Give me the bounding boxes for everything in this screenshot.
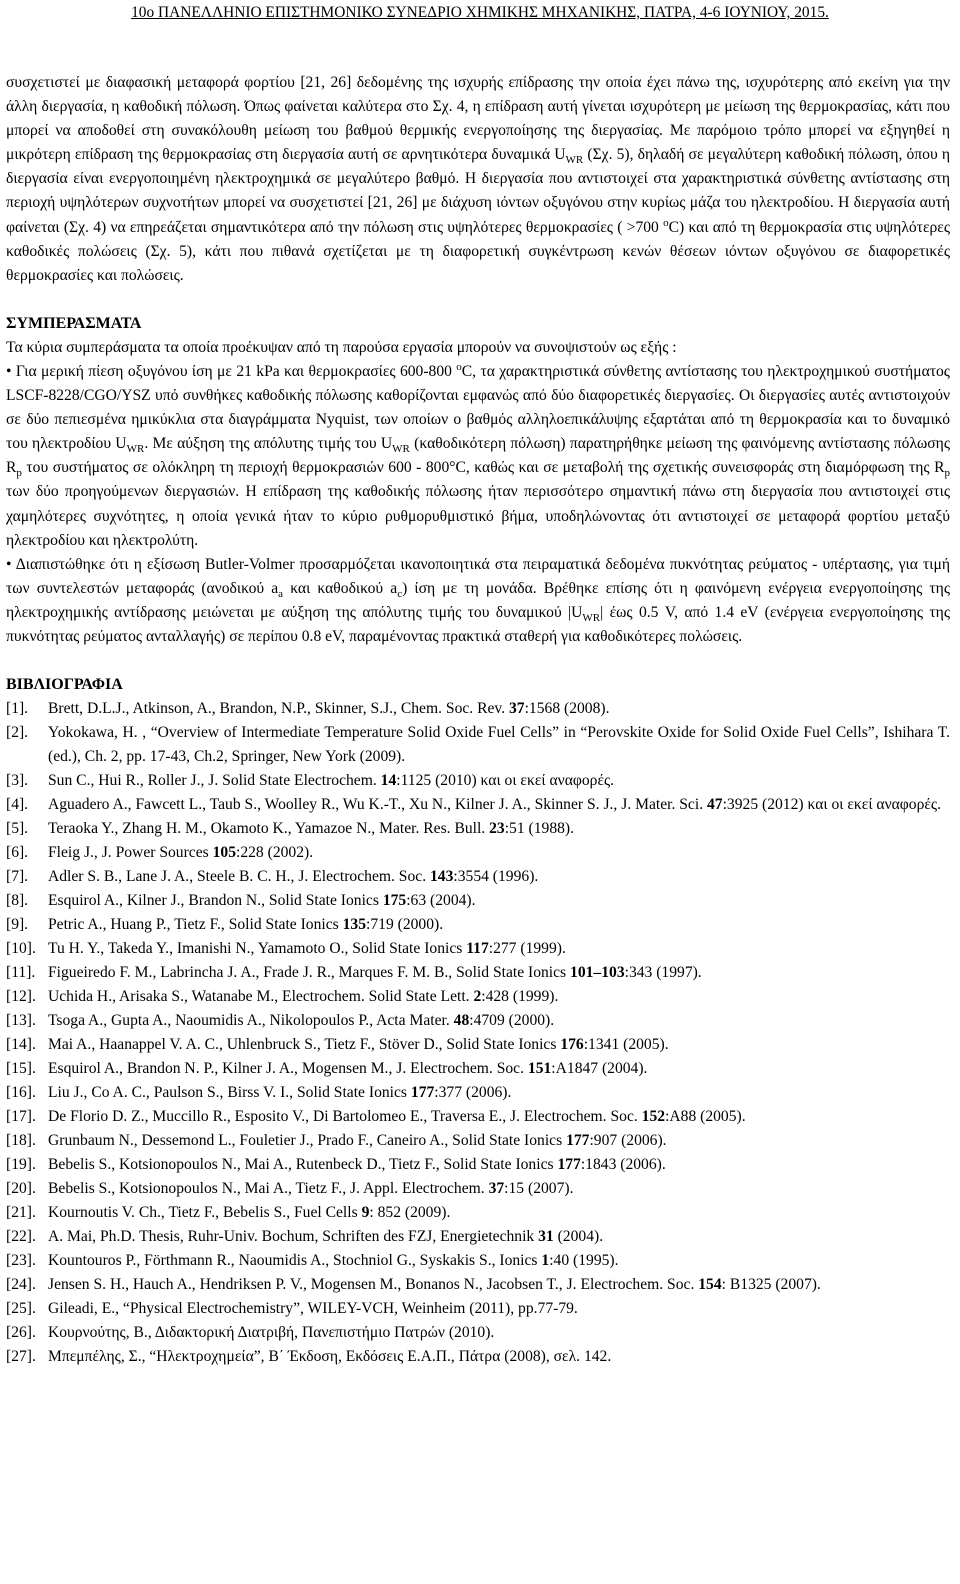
reference-item xyxy=(6,1225,950,1249)
conclusion-bullet-1: • Για μερική πίεση οξυγόνου ίση με 21 kPa και θερμοκρασίες 600-800 $^o$C, τα χαρακτηριστικά σύνθετης αντίστασης του ηλεκτροχημικού συστήματος LSCF-8228/CGO/YSZ υπό συνθήκες καθοδικής πόλωσης καθορίζονται εμφανώς από δύο διαφορετικές διεργασίες. Οι διεργασίες αυτές αντιστοιχούν σε δύο πεπιεσμένα ημικύκλια στα διαγράμματα Nyquist, των οποίων ο βαθμός αλληλοεπικάλυψης εξαρτάται από τη θερμοκρασία και το δυναμικό του ηλεκτροδίου $U_{WR}$. Με αύξηση της απόλυτης τιμής του $U_{WR}$ (καθοδικότερη πόλωση) παρατηρήθηκε μείωση της φαινόμενης αντίστασης πόλωσης $R_p$ του συστήματος σε ολόκληρη τη περιοχή θερμοκρασιών 600 - 800°C, καθώς και σε μεταβολή της σχετικής συνεισφοράς στη διαμόρφωση της $R_p$ των δύο προηγούμενων διεργασιών. Η επίδραση της καθοδικής πόλωσης ήταν περισσότερο σημαντική πάνω στη διεργασία που αντιστοιχεί στις χαμηλότερες συχνότητες, η οποία γενικά ήταν το κύριο ρυθμορυθμιστικό βήμα, υποδηλώνοντας ότι αντιστοιχεί σε μεταφορά φορτίου μεταξύ ηλεκτροδίου και ηλεκτρολύτη. xyxy=(6,360,951,549)
reference-list xyxy=(6,697,950,1369)
references-heading: ΒΙΒΛΙΟΓΡΑΦΙΑ xyxy=(6,676,123,694)
reference-volume: 151 xyxy=(527,1060,552,1078)
reference-number: [14]. xyxy=(6,1036,36,1054)
reference-text: De Florio D. Z., Muccillo R., Esposito V., Di Bartolomeo E., Traversa E., J. Electrochem. Soc. 152:A88 (2005). xyxy=(48,1108,746,1126)
reference-text: Adler S. B., Lane J. A., Steele B. C. H., J. Electrochem. Soc. 143:3554 (1996). xyxy=(48,868,539,886)
reference-text: Esquirol A., Kilner J., Brandon N., Solid State Ionics 175:63 (2004). xyxy=(48,892,476,910)
reference-number: [12]. xyxy=(6,988,36,1006)
reference-item xyxy=(6,1297,950,1321)
reference-number: [21]. xyxy=(6,1204,36,1222)
reference-item xyxy=(6,985,950,1009)
reference-text: A. Mai, Ph.D. Thesis, Ruhr-Univ. Bochum, Schriften des FZJ, Energietechnik 31 (2004). xyxy=(48,1228,604,1246)
conclusions-heading: ΣΥΜΠΕΡΑΣΜΑΤΑ xyxy=(6,314,142,332)
reference-item xyxy=(6,865,950,889)
reference-number: [1]. xyxy=(6,700,29,718)
reference-number: [22]. xyxy=(6,1228,36,1246)
reference-volume: 175 xyxy=(382,892,407,910)
reference-text: Liu J., Co A. C., Paulson S., Birss V. I., Solid State Ionics 177:377 (2006). xyxy=(48,1084,512,1102)
reference-text: Yokokawa, H. , “Overview of Intermediate Temperature Solid Oxide Fuel Cells” in “Perovskite Oxide for Solid Oxide Fuel Cells”, Ishihara T. (ed.), Ch. 2, pp. 17-43, Ch.2, Springer, New York (2009). xyxy=(48,724,950,766)
main-text xyxy=(6,71,950,1369)
reference-volume: 177 xyxy=(557,1156,581,1174)
reference-volume: 1 xyxy=(541,1252,550,1270)
reference-text: Κουρνούτης, Β., Διδακτορική Διατριβή, Πανεπιστήμιο Πατρών (2010). xyxy=(48,1324,495,1342)
reference-number: [19]. xyxy=(6,1156,36,1174)
reference-number: [15]. xyxy=(6,1060,36,1078)
reference-number: [9]. xyxy=(6,916,29,934)
reference-item xyxy=(6,793,950,817)
reference-text: Gileadi, E., “Physical Electrochemistry”, WILEY-VCH, Weinheim (2011), pp.77-79. xyxy=(48,1300,578,1318)
reference-volume: 48 xyxy=(453,1012,470,1030)
reference-text: Fleig J., J. Power Sources 105:228 (2002). xyxy=(48,844,314,862)
reference-number: [18]. xyxy=(6,1132,36,1150)
reference-number: [5]. xyxy=(6,820,29,838)
reference-text: Figueiredo F. M., Labrincha J. A., Frade J. R., Marques F. M. B., Solid State Ionics 101–103:343 (1997). xyxy=(48,964,702,982)
reference-number: [2]. xyxy=(6,724,29,742)
reference-item xyxy=(6,1153,950,1177)
reference-number: [11]. xyxy=(6,964,36,982)
intro-paragraph: συσχετιστεί με διαφασική μεταφορά φορτίου [21, 26] δεδομένης της ισχυρής επίδρασης την οποία έχει πάνω της, ισχυρότερης από εκείνη για την άλλη διεργασία, η καθοδική πόλωση. Όπως φαίνεται καλύτερα στο Σχ. 4, η επίδραση αυτή γίνεται ισχυρότερη με μείωση της θερμοκρασίας, κάτι που μπορεί να αποδοθεί στη συνακόλουθη μείωση του βαθμού θερμικής ενεργοποίησης της διεργασίας. Με παρόμοιο τρόπο μπορεί να εξηγηθεί η μικρότερη επίδραση της θερμοκρασίας στη διεργασία αυτή σε αρνητικότερα δυναμικά $U_{WR}$ (Σχ. 5), δηλαδή σε μεγαλύτερη καθοδική πόλωση, όπου η διεργασία είναι ενεργοποιημένη ηλεκτροχημικά σε μεγαλύτερο βαθμό. Η διεργασία που αντιστοιχεί στα χαρακτηριστικά σύνθετης αντίστασης στη περιοχή υψηλότερων συχνοτήτων μπορεί να συσχετιστεί [21, 26] με διάχυση ιόντων οξυγόνου στην κυρίως μάζα του ηλεκτροδίου. Η διεργασία αυτή φαίνεται (Σχ. 4) να επηρεάζεται σημαντικότερα από την πόλωση στις υψηλότερες θερμοκρασίες ( >700 $^o$C) και από τη θερμοκρασία στις υψηλότερες καθοδικές πολώσεις (Σχ. 5), κάτι που πιθανά σχετίζεται με τη διαφορετική συγκέντρωση κενών θέσεων ιόντων οξυγόνου σε διαφορετικές θερμοκρασίες και πολώσεις. xyxy=(6,74,950,284)
reference-item xyxy=(6,961,950,985)
reference-text: Teraoka Y., Zhang H. M., Okamoto K., Yamazoe N., Mater. Res. Bull. 23:51 (1988). xyxy=(48,820,574,838)
reference-text: Petric A., Huang P., Tietz F., Solid State Ionics 135:719 (2000). xyxy=(48,916,444,934)
reference-volume: 105 xyxy=(212,844,236,862)
reference-number: [13]. xyxy=(6,1012,36,1030)
reference-volume: 14 xyxy=(380,772,397,790)
reference-number: [3]. xyxy=(6,772,29,790)
reference-number: [7]. xyxy=(6,868,29,886)
reference-text: Μπεμπέλης, Σ., “Ηλεκτροχημεία”, B΄ Έκδοση, Εκδόσεις Ε.Α.Π., Πάτρα (2008), σελ. 142. xyxy=(48,1348,612,1366)
reference-volume: 101–103 xyxy=(570,964,625,982)
reference-item xyxy=(6,1129,950,1153)
reference-text: Esquirol A., Brandon N. P., Kilner J. A., Mogensen M., J. Electrochem. Soc. 151:A1847 (2004). xyxy=(48,1060,648,1078)
reference-number: [24]. xyxy=(6,1276,36,1294)
reference-number: [10]. xyxy=(6,940,36,958)
reference-volume: 2 xyxy=(473,988,482,1006)
reference-item xyxy=(6,1249,950,1273)
reference-text: Jensen S. H., Hauch A., Hendriksen P. V., Mogensen M., Bonanos N., Jacobsen T., J. Electrochem. Soc. 154: B1325 (2007). xyxy=(48,1276,821,1294)
reference-text: Bebelis S., Kotsionopoulos N., Mai A., Rutenbeck D., Tietz F., Solid State Ionics 177:1843 (2006). xyxy=(48,1156,666,1174)
reference-item xyxy=(6,1081,950,1105)
conference-header: 10ο ΠΑΝΕΛΛΗΝΙΟ ΕΠΙΣΤΗΜΟΝΙΚΟ ΣΥΝΕΔΡΙΟ ΧΗΜΙΚΗΣ ΜΗΧΑΝΙΚΗΣ, ΠΑΤΡΑ, 4-6 ΙΟΥΝΙΟΥ, 2015. xyxy=(131,4,829,21)
reference-item xyxy=(6,1345,950,1369)
reference-volume: 154 xyxy=(698,1276,722,1294)
reference-text: Kournoutis V. Ch., Tietz F., Bebelis S., Fuel Cells 9: 852 (2009). xyxy=(48,1204,451,1222)
reference-number: [8]. xyxy=(6,892,29,910)
reference-volume: 37 xyxy=(488,1180,505,1198)
conclusion-bullet-2: • Διαπιστώθηκε ότι η εξίσωση Butler-Volmer προσαρμόζεται ικανοποιητικά στα πειραματικά δεδομένα πυκνότητας ρεύματος - υπέρτασης, για τιμή των συντελεστών μεταφοράς (ανοδικού $a_a$ και καθοδικού $a_c$) ίση με τη μονάδα. Βρέθηκε επίσης ότι η φαινόμενη ενέργεια ενεργοποίησης της ηλεκτροχημικής αντίδρασης μειώνεται με αύξηση της απόλυτης τιμής του δυναμικού $|U_{WR}|$ έως 0.5 V, από 1.4 eV (ενέργεια ενεργοποίησης της πυκνότητας ρεύματος ανταλλαγής) σε περίπου 0.8 eV, παραμένοντας πρακτικά σταθερή για καθοδικότερες πολώσεις. xyxy=(6,555,950,645)
reference-number: [16]. xyxy=(6,1084,36,1102)
reference-volume: 177 xyxy=(566,1132,590,1150)
reference-item xyxy=(6,1033,950,1057)
reference-item xyxy=(6,1273,950,1297)
reference-item xyxy=(6,817,950,841)
reference-text: Aguadero A., Fawcett L., Taub S., Woolley R., Wu K.-T., Xu N., Kilner J. A., Skinner S. J., J. Mater. Sci. 47:3925 (2012) και οι εκεί αναφορές. xyxy=(48,796,941,814)
reference-item xyxy=(6,721,950,769)
reference-volume: 31 xyxy=(538,1228,554,1246)
reference-volume: 37 xyxy=(509,700,525,718)
reference-item xyxy=(6,1057,950,1081)
reference-item xyxy=(6,1201,950,1225)
reference-item xyxy=(6,937,950,961)
reference-item xyxy=(6,913,950,937)
reference-number: [20]. xyxy=(6,1180,36,1198)
reference-item xyxy=(6,1177,950,1201)
reference-item xyxy=(6,1321,950,1345)
reference-number: [4]. xyxy=(6,796,29,814)
reference-number: [23]. xyxy=(6,1252,36,1270)
reference-volume: 117 xyxy=(466,940,489,958)
reference-volume: 152 xyxy=(641,1108,666,1126)
reference-item xyxy=(6,697,950,721)
reference-number: [27]. xyxy=(6,1348,36,1366)
reference-text: Tu H. Y., Takeda Y., Imanishi N., Yamamoto O., Solid State Ionics 117:277 (1999). xyxy=(48,940,566,958)
reference-item xyxy=(6,1105,950,1129)
reference-text: Grunbaum N., Dessemond L., Fouletier J., Prado F., Caneiro A., Solid State Ionics 177:907 (2006). xyxy=(48,1132,667,1150)
conclusions-lead: Τα κύρια συμπεράσματα τα οποία προέκυψαν από τη παρούσα εργασία μπορούν να συνοψιστούν ως εξής : xyxy=(6,338,677,356)
reference-number: [26]. xyxy=(6,1324,36,1342)
reference-item xyxy=(6,1009,950,1033)
reference-volume: 135 xyxy=(342,916,367,934)
reference-volume: 176 xyxy=(560,1036,584,1054)
reference-volume: 23 xyxy=(489,820,505,838)
reference-text: Kountouros P., Förthmann R., Naoumidis A., Stochniol G., Syskakis S., Ionics 1:40 (1995). xyxy=(48,1252,619,1270)
reference-text: Uchida H., Arisaka S., Watanabe M., Electrochem. Solid State Lett. 2:428 (1999). xyxy=(48,988,559,1006)
reference-volume: 177 xyxy=(410,1084,435,1102)
reference-text: Tsoga A., Gupta A., Naoumidis A., Nikolopoulos P., Acta Mater. 48:4709 (2000). xyxy=(48,1012,555,1030)
reference-volume: 143 xyxy=(430,868,454,886)
reference-number: [17]. xyxy=(6,1108,36,1126)
reference-item xyxy=(6,769,950,793)
reference-number: [25]. xyxy=(6,1300,36,1318)
reference-volume: 9 xyxy=(361,1204,370,1222)
reference-item xyxy=(6,841,950,865)
reference-text: Mai A., Haanappel V. A. C., Uhlenbruck S., Tietz F., Stöver D., Solid State Ionics 176:1341 (2005). xyxy=(48,1036,669,1054)
reference-volume: 47 xyxy=(707,796,723,814)
reference-text: Brett, D.L.J., Atkinson, A., Brandon, N.P., Skinner, S.J., Chem. Soc. Rev. 37:1568 (2008). xyxy=(48,700,610,718)
reference-number: [6]. xyxy=(6,844,29,862)
reference-item xyxy=(6,889,950,913)
reference-text: Bebelis S., Kotsionopoulos N., Mai A., Tietz F., J. Appl. Electrochem. 37:15 (2007). xyxy=(48,1180,574,1198)
reference-text: Sun C., Hui R., Roller J., J. Solid State Electrochem. 14:1125 (2010) και οι εκεί αναφορές. xyxy=(48,772,615,790)
